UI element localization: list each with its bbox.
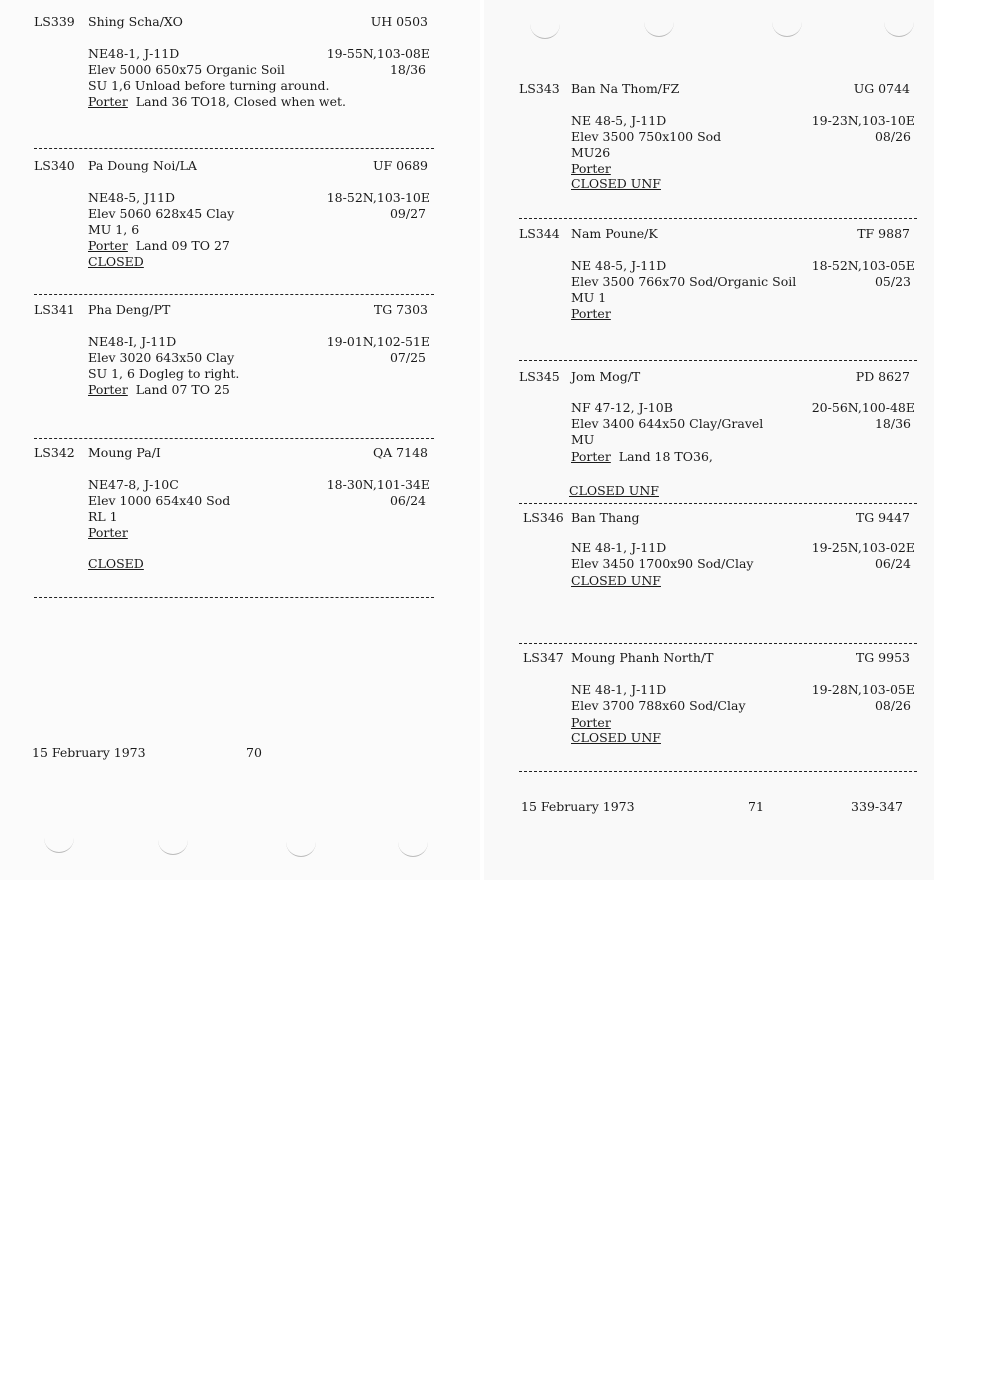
entry-chart: NF 47-12, J-10B: [571, 400, 673, 415]
entry-status: CLOSED: [88, 556, 144, 571]
entry-status: CLOSED UNF: [571, 730, 661, 745]
entry-id: LS347: [523, 650, 564, 665]
footer-range: 339-347: [851, 799, 903, 814]
entry-coords: 20-56N,100-48E: [811, 400, 915, 415]
entry-elevation: Elev 3700 788x60 Sod/Clay: [571, 698, 746, 713]
entry-note: MU: [571, 432, 595, 447]
entry-coords: 19-55N,103-08E: [326, 46, 430, 61]
entry-runway: 06/24: [389, 493, 426, 508]
entry-grid: TF 9887: [857, 226, 910, 241]
porter-label: Porter: [571, 715, 611, 730]
porter-note: Land 09 TO 27: [135, 238, 230, 253]
entry-name: Pha Deng/PT: [88, 302, 171, 317]
entry-porter: [88, 382, 230, 398]
porter-label: Porter: [571, 306, 611, 321]
entry-elevation: Elev 3500 750x100 Sod: [571, 129, 722, 144]
entry-chart: NE 48-5, J-11D: [571, 258, 667, 273]
entry-coords: 19-25N,103-02E: [811, 540, 915, 555]
entry-elevation: Elev 3450 1700x90 Sod/Clay: [571, 556, 754, 571]
entry-coords: 19-01N,102-51E: [326, 334, 430, 349]
entry-runway: 18/36: [874, 416, 911, 431]
entry-note: MU 1, 6: [88, 222, 140, 237]
entry-id: LS339: [34, 14, 75, 29]
entry-grid: UG 0744: [853, 81, 910, 96]
entry-note: SU 1, 6 Dogleg to right.: [88, 366, 240, 381]
entry-id: LS346: [523, 510, 564, 525]
entry-porter: [88, 238, 230, 254]
footer-page-number: 70: [246, 745, 262, 760]
entry-coords: 19-28N,103-05E: [811, 682, 915, 697]
entry-coords: 18-52N,103-10E: [326, 190, 430, 205]
entry-status: CLOSED UNF: [571, 176, 661, 191]
entry-elevation: Elev 1000 654x40 Sod: [88, 493, 231, 508]
entry-grid: PD 8627: [855, 369, 910, 384]
entry-id: LS341: [34, 302, 75, 317]
entry-runway: 07/25: [389, 350, 426, 365]
entry-name: Jom Mog/T: [571, 369, 641, 384]
entry-grid: TG 9447: [855, 510, 910, 525]
entry-id: LS343: [519, 81, 560, 96]
porter-label: Porter: [88, 94, 128, 109]
entry-elevation: Elev 3020 643x50 Clay: [88, 350, 235, 365]
entry-porter: [571, 449, 713, 465]
entry-id: LS342: [34, 445, 75, 460]
entry-chart: NE48-I, J-11D: [88, 334, 177, 349]
entry-status: CLOSED UNF: [569, 483, 659, 498]
entry-runway: 09/27: [389, 206, 426, 221]
porter-label: Porter: [88, 525, 128, 540]
entry-grid: QA 7148: [372, 445, 428, 460]
entry-name: Ban Na Thom/FZ: [571, 81, 680, 96]
porter-label: Porter: [88, 238, 128, 253]
entry-chart: NE 48-1, J-11D: [571, 682, 667, 697]
entry-note: MU26: [571, 145, 611, 160]
entry-note: RL 1: [88, 509, 118, 524]
entry-coords: 18-52N,103-05E: [811, 258, 915, 273]
entry-name: Nam Poune/K: [571, 226, 658, 241]
separator: [34, 438, 434, 439]
entry-elevation: Elev 3400 644x50 Clay/Gravel: [571, 416, 764, 431]
porter-label: Porter: [571, 161, 611, 176]
porter-note: Land 36 TO18, Closed when wet.: [135, 94, 347, 109]
entry-id: LS344: [519, 226, 560, 241]
porter-label: Porter: [88, 382, 128, 397]
entry-name: Moung Pa/I: [88, 445, 161, 460]
entry-runway: 05/23: [874, 274, 911, 289]
entry-status: CLOSED: [88, 254, 144, 269]
footer-date: 15 February 1973: [32, 745, 146, 760]
entry-chart: NE48-1, J-11D: [88, 46, 180, 61]
entry-grid: TG 7303: [373, 302, 428, 317]
entry-note: SU 1,6 Unload before turning around.: [88, 78, 330, 93]
entry-coords: 18-30N,101-34E: [326, 477, 430, 492]
entry-elevation: Elev 5000 650x75 Organic Soil: [88, 62, 285, 77]
entry-chart: NE47-8, J-10C: [88, 477, 179, 492]
entry-porter: [88, 94, 346, 110]
entry-chart: NE48-5, J11D: [88, 190, 176, 205]
separator: [519, 643, 917, 644]
entry-chart: NE 48-1, J-11D: [571, 540, 667, 555]
entry-id: LS340: [34, 158, 75, 173]
entry-runway: 08/26: [874, 129, 911, 144]
separator: [519, 360, 917, 361]
entry-note: MU 1: [571, 290, 607, 305]
entry-name: Ban Thang: [571, 510, 640, 525]
porter-label: Porter: [571, 449, 611, 464]
porter-note: Land 18 TO36,: [618, 449, 713, 464]
entry-chart: NE 48-5, J-11D: [571, 113, 667, 128]
entry-id: LS345: [519, 369, 560, 384]
entry-name: Shing Scha/XO: [88, 14, 183, 29]
entry-elevation: Elev 5060 628x45 Clay: [88, 206, 235, 221]
entry-runway: 18/36: [389, 62, 426, 77]
footer-page-number: 71: [748, 799, 764, 814]
entry-name: Pa Doung Noi/LA: [88, 158, 197, 173]
entry-runway: 08/26: [874, 698, 911, 713]
separator: [34, 148, 434, 149]
entry-grid: UH 0503: [370, 14, 428, 29]
entry-runway: 06/24: [874, 556, 911, 571]
entry-status: CLOSED UNF: [571, 573, 661, 588]
entry-name: Moung Phanh North/T: [571, 650, 714, 665]
separator: [34, 597, 434, 598]
entry-grid: TG 9953: [855, 650, 910, 665]
separator: [519, 218, 917, 219]
entry-elevation: Elev 3500 766x70 Sod/Organic Soil: [571, 274, 797, 289]
entry-grid: UF 0689: [373, 158, 428, 173]
separator: [519, 503, 917, 504]
footer-date: 15 February 1973: [521, 799, 635, 814]
entry-coords: 19-23N,103-10E: [811, 113, 915, 128]
separator: [34, 294, 434, 295]
porter-note: Land 07 TO 25: [135, 382, 230, 397]
separator: [519, 771, 917, 772]
